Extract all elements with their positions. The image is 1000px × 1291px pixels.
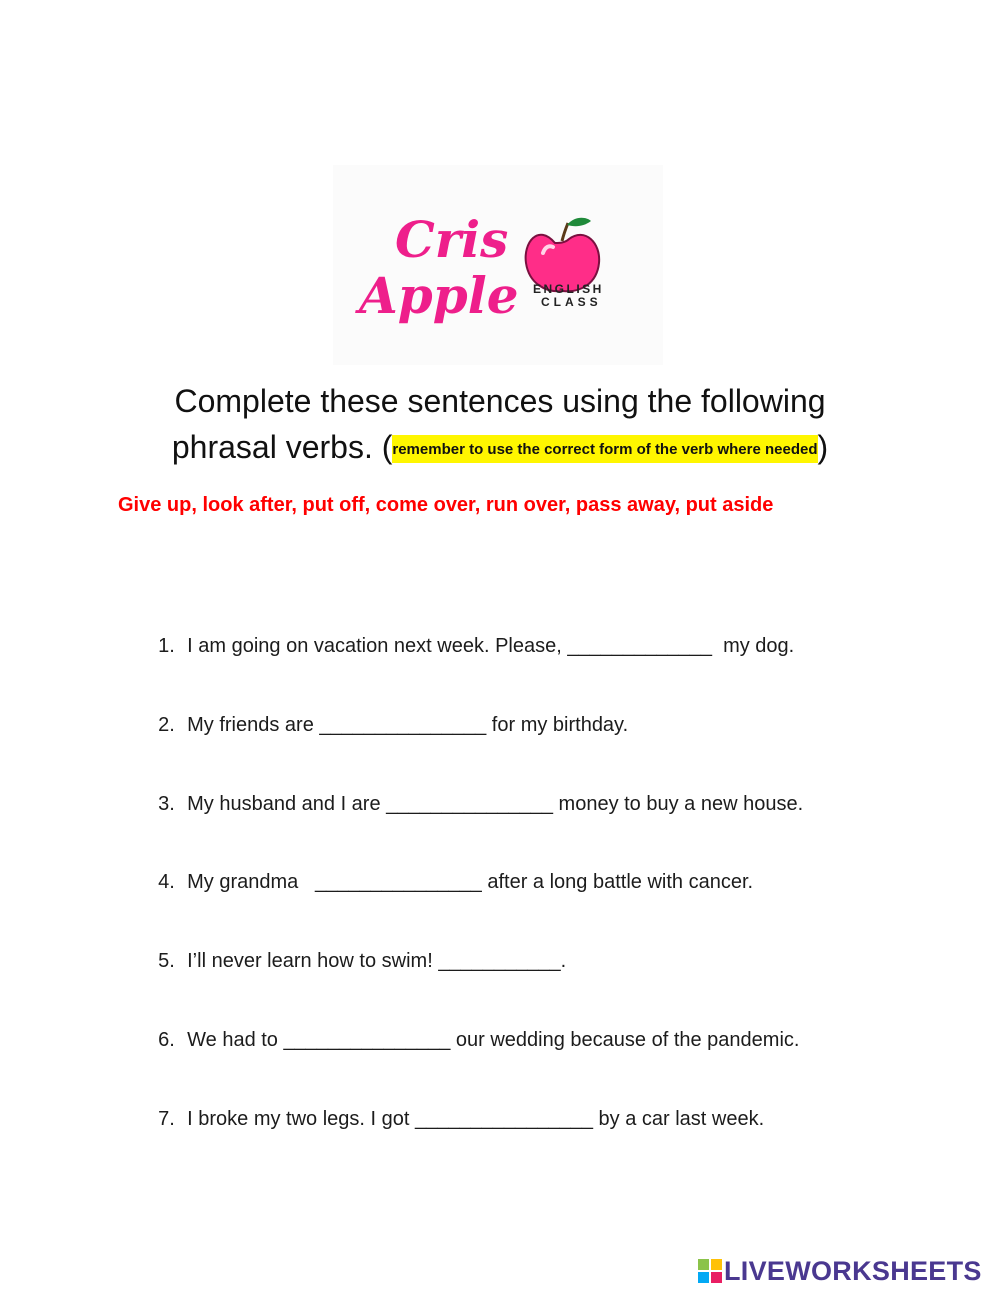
question-text: My husband and I are _______________ money to buy a new house.: [187, 793, 804, 815]
apple-icon: [526, 218, 600, 292]
question-item: [147, 848, 967, 894]
logo-script-top: Cris: [395, 210, 509, 269]
phrasal-verb-list: Give up, look after, put off, come over, run over, pass away, put aside: [118, 494, 774, 516]
instructions-line-2: [0, 424, 1000, 473]
question-item: [147, 770, 967, 816]
question-item: [147, 612, 967, 658]
question-item: [147, 691, 967, 737]
instructions-line-1: Complete these sentences using the following: [174, 383, 826, 419]
instructions-line-2-end: ): [817, 429, 829, 465]
question-number: 4.: [158, 871, 175, 893]
question-item: [147, 1006, 967, 1052]
instructions-line-2-start: phrasal verbs. (: [171, 429, 393, 465]
liveworksheets-logo-icon: [697, 1258, 723, 1284]
question-text: We had to _______________ our wedding because of the pandemic.: [187, 1029, 800, 1051]
question-text: I am going on vacation next week. Please, _____________ my dog.: [187, 635, 795, 657]
cris-apple-logo: [333, 165, 663, 365]
question-text: I broke my two legs. I got ________________ by a car last week.: [187, 1108, 765, 1130]
question-text: My friends are _______________ for my birthday.: [187, 714, 629, 736]
question-number: 5.: [158, 950, 175, 972]
instructions-heading: [0, 378, 1000, 473]
logo-script-bottom: Apple: [359, 266, 519, 325]
brand-name: LIVEWORKSHEETS: [724, 1256, 982, 1286]
logo-line-class: CLASS: [541, 295, 602, 309]
question-item: [147, 927, 967, 973]
question-item: [147, 1085, 967, 1131]
liveworksheets-brand[interactable]: [697, 1254, 997, 1288]
question-number: 6.: [158, 1029, 175, 1051]
question-number: 7.: [158, 1108, 175, 1130]
question-text: I’ll never learn how to swim! ___________.: [187, 950, 567, 972]
question-number: 2.: [158, 714, 175, 736]
highlighted-note: remember to use the correct form of the verb where needed: [392, 435, 817, 463]
question-number: 3.: [158, 793, 175, 815]
question-text: My grandma _______________ after a long battle with cancer.: [187, 871, 754, 893]
logo-line-english: ENGLISH: [533, 282, 604, 296]
question-number: 1.: [158, 635, 175, 657]
logo-graphic: [333, 165, 663, 365]
